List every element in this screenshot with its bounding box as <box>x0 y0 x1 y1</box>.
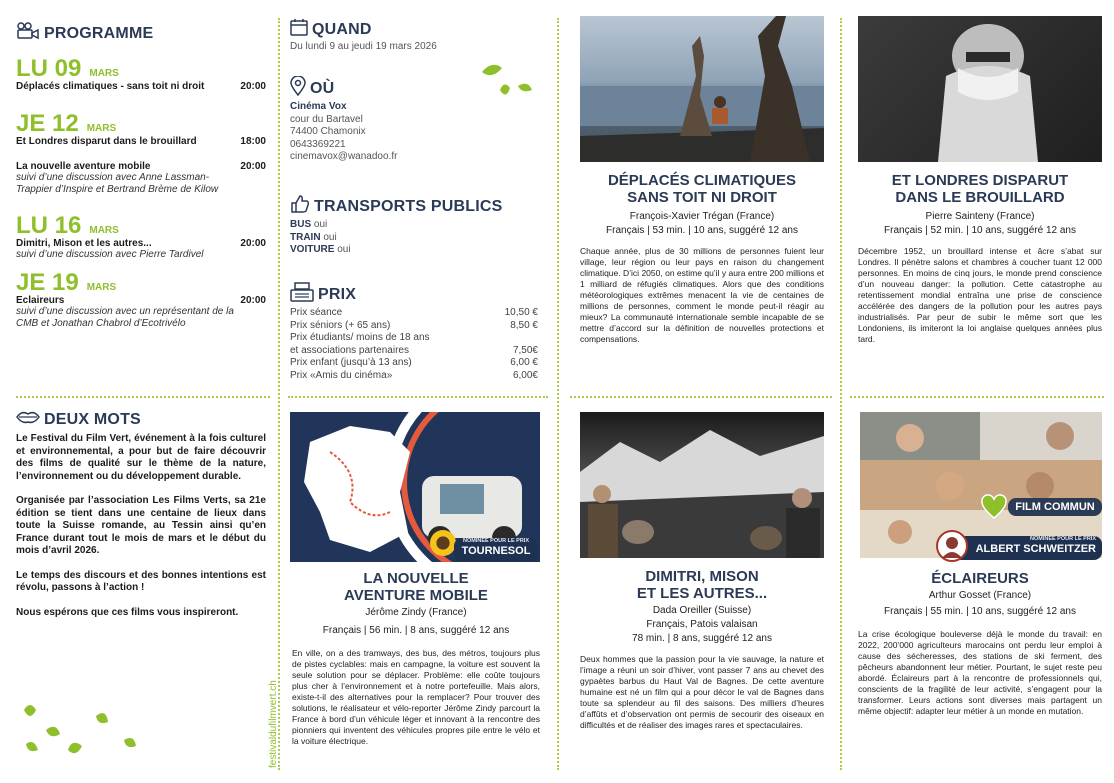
email-link[interactable]: cinemavox@wanadoo.fr <box>290 151 398 162</box>
prix-title: PRIX <box>318 285 357 303</box>
film-description: Deux hommes que la passion pour la vie sauvage, la nature et l’image a réuni un soir d’hiver, vont passer 7 ans au chevet des gypaètes barbus du Haut Val de Bagnes. De cette aventure humaine est né un film qui a pour décor le val de Bagnes dans toute sa splendeur au fil des saisons. Des milliers d’heures d’affûts et d’observation ont permis de secourir des oiseaux en difficultés et de réaliser des images rares et spectaculaires. <box>580 654 824 730</box>
transport-row <box>290 219 540 232</box>
phone-number: 0643369221 <box>290 138 346 150</box>
transports-section <box>290 194 540 257</box>
film-time: 20:00 <box>240 238 266 249</box>
leaves-decoration <box>16 700 146 775</box>
film-director: Pierre Sainteny (France) <box>925 211 1035 222</box>
deux-mots-section <box>16 410 266 619</box>
deux-mots-header <box>16 410 266 429</box>
film-title-line: ET LONDRES DISPARUT <box>891 172 1069 189</box>
film-note: suivi d’une discussion avec Anne Lassman-Trappier d’Inspire et Bertrand Brème de Kilow <box>16 172 219 195</box>
film-title-line: DANS LE BROUILLARD <box>895 189 1065 206</box>
transports-header <box>290 194 540 219</box>
price-row <box>290 357 538 370</box>
website-link[interactable]: festivaldufilmvert.ch <box>268 680 279 768</box>
transport-mode: BUS <box>290 219 312 230</box>
programme-title: PROGRAMME <box>44 24 154 42</box>
transport-mode: TRAIN <box>290 231 321 243</box>
divider-row-col4 <box>850 396 1104 398</box>
film-time: 20:00 <box>240 295 266 306</box>
ou-header <box>290 76 540 101</box>
month-label: MARS <box>89 225 119 236</box>
film-description: Chaque année, plus de 30 millions de personnes fuient leur village, leur région ou leur pays en raison du changement climatique. D’ici 2050, on estime qu’il y aura entre 200 millions et 1 milliard de réfugiés climatiques. Alors que des conditions météorologiques extrêmes menacent la vie de centaines de millions de personnes, comment le monde peut-il réagir au mieux? La communauté internationale semble incapable de se mettre d’accord sur la définition de nouvelles protections et compensations. <box>580 246 824 344</box>
film-photo-londres <box>858 16 1102 162</box>
film-title <box>572 568 832 602</box>
film-meta: Français | 52 min. | 10 ans, suggéré 12 ans <box>884 225 1076 236</box>
award-badge-tournesol <box>454 538 538 562</box>
film-meta: Français | 56 min. | 8 ans, suggéré 12 ans <box>322 625 510 636</box>
deux-mots-title: DEUX MOTS <box>44 410 141 428</box>
film-meta: Français, Patois valaisan <box>646 619 758 630</box>
quand-title: QUAND <box>312 20 372 38</box>
deux-mots-p2: Organisée par l’association Les Films Verts, sa 21e édition se tient dans une centaine de lieux dans toute la Suisse romande, au Tessin ainsi qu’en France durant tout le mois de mars et le début du mois d’avril 2026. <box>16 495 266 556</box>
badge-title: FILM COMMUN <box>1015 501 1095 513</box>
deux-mots-p3: Le temps des discours et des bonnes intentions est révolu, passons à l’action ! <box>16 569 266 593</box>
month-label: MARS <box>86 123 117 134</box>
film-description: En ville, on a des tramways, des bus, des métros, toujours plus de pistes cyclables: mais en campagne, la voiture est souvent la seule solution pour se déplacer. Problème: elle coûte toujours plus cher à l’environnement et à notre portefeuille. Mais alors, existe-t-il des alternatives pour la remplacer? Pour trouver des solutions, le réalisateur et vélo-reporter Jérôme Zindy parcourt la France à bord d’un véhicule léger et innovant à la rencontre des pionniers qui inventent des véhicules propres pile entre le vélo et la voiture électrique. <box>292 648 540 746</box>
sunflower-icon <box>430 530 456 556</box>
price-row <box>290 370 538 383</box>
film-title-line: LA NOUVELLE <box>363 570 469 587</box>
price-label: Prix séniors (+ 65 ans) <box>290 319 391 331</box>
divider-col2 <box>557 18 559 770</box>
divider-col3 <box>840 18 842 770</box>
price-label: Prix «Amis du cinéma» <box>290 369 393 381</box>
day-label: LU 09 <box>16 55 82 82</box>
film-title-line: ET LES AUTRES... <box>636 585 768 602</box>
deux-mots-p1: Le Festival du Film Vert, événement à la fois culturel et environnemental, a pour but de faire découvrir des films de qualité sur le thème de la nature, l’environnement ou du développement durable. <box>16 433 266 482</box>
price-row <box>290 307 538 320</box>
quand-section <box>290 18 540 54</box>
heart-icon <box>980 494 1008 525</box>
badge-caption: NOMINÉE POUR LE PRIX <box>462 538 529 544</box>
film-card-londres <box>852 172 1108 345</box>
film-director: Jérôme Zindy (France) <box>365 607 467 618</box>
programme-header <box>16 22 266 45</box>
calendar-icon <box>290 18 308 41</box>
month-label: MARS <box>86 282 117 293</box>
film-entry: Dimitri, Mison et les autres... <box>16 238 152 249</box>
divider-row-col2 <box>288 396 548 398</box>
film-description: Décembre 1952, un brouillard intense et âcre s’abat sur Londres. Il pénètre salons et chambres à coucher tuant 12 000 personnes. En moins de cinq jours, le monde prend conscience d’un nouveau danger: la pollution. Cette catastrophe au retentissement mondial entraîna une prise de conscience accélérée des dangers de la pollution pour les autres pays industrialisés. Par peur de subir le même sort que les Londoniens, ils imiteront la loi anglaise quelques années plus tard. <box>858 246 1102 344</box>
film-card-dimitri <box>572 568 832 731</box>
camera-icon <box>16 22 40 45</box>
film-entry: Eclaireurs <box>16 295 65 306</box>
film-entry: Et Londres disparut dans le brouillard <box>16 136 197 147</box>
prix-header <box>290 282 538 307</box>
transport-mode: VOITURE <box>290 244 335 255</box>
location-pin-icon <box>290 76 306 101</box>
film-meta-2: 78 min. | 8 ans, suggéré 12 ans <box>632 633 772 644</box>
price-value: 6,00€ <box>512 369 538 381</box>
film-card-eclaireurs <box>852 570 1108 717</box>
price-row <box>290 345 538 358</box>
film-title-line: SANS TOIT NI DROIT <box>627 189 777 206</box>
quand-header <box>290 18 540 41</box>
price-label: Prix enfant (jusqu’à 13 ans) <box>290 357 412 368</box>
divider-row-col1 <box>16 396 270 398</box>
price-value: 6,00 € <box>510 357 538 368</box>
programme-section <box>16 22 266 330</box>
film-director: François-Xavier Trégan (France) <box>629 211 775 222</box>
programme-day-1 <box>16 55 266 92</box>
badge-caption: NOMINÉE POUR LE PRIX <box>1029 536 1096 542</box>
programme-day-2 <box>16 110 266 196</box>
thumbs-up-icon <box>290 194 310 219</box>
film-director: Arthur Gosset (France) <box>928 590 1032 601</box>
price-row <box>290 332 538 345</box>
day-label: JE 19 <box>16 269 79 296</box>
month-label: MARS <box>89 68 119 79</box>
ou-section <box>290 76 540 164</box>
film-time: 20:00 <box>240 81 266 92</box>
programme-day-3 <box>16 212 266 261</box>
venue-name: Cinéma Vox <box>290 101 347 112</box>
address-line: cour du Bartavel <box>290 113 363 125</box>
film-description: La crise écologique bouleverse déjà le monde du travail: en 2022, 200’000 agriculteurs marocains ont perdu leur emploi à cause des sécheresses, des stations de ski ferment, des pêcheurs abandonnent leur métier. Pourtant, le sujet reste peu abordé. Éclaireurs part à la rencontre de professionnels qui, conscients de la fragilité de leur activité, s’engagent pour la transformer. Leurs actions sont diverses mais partagent un même objectif: adapter leur métier à un monde en mutation. <box>858 629 1102 716</box>
badge-title: ALBERT SCHWEITZER <box>975 543 1096 555</box>
day-label: JE 12 <box>16 110 79 137</box>
cash-register-icon <box>290 282 314 307</box>
film-entry: Déplacés climatiques - sans toit ni droit <box>16 81 205 92</box>
price-label: et associations partenaires <box>290 344 409 356</box>
film-note: suivi d’une discussion avec Pierre Tardivel <box>16 249 204 260</box>
film-director: Dada Oreiller (Suisse) <box>652 605 752 616</box>
film-meta: Français | 55 min. | 10 ans, suggéré 12 ans <box>884 606 1076 617</box>
divider-col1 <box>278 18 280 770</box>
transport-row <box>290 244 540 257</box>
divider-row-col3 <box>570 396 832 398</box>
film-card-aventure <box>288 570 544 747</box>
price-label: Prix séance <box>290 307 343 318</box>
film-title <box>572 172 832 206</box>
film-title-line: DIMITRI, MISON <box>645 568 759 585</box>
badge-title: TOURNESOL <box>461 545 531 557</box>
film-commun-badge <box>1008 498 1102 516</box>
day-label: LU 16 <box>16 212 82 239</box>
film-meta: Français | 53 min. | 10 ans, suggéré 12 ans <box>606 225 798 236</box>
film-photo-deplaces <box>580 16 824 162</box>
price-row <box>290 320 538 333</box>
film-title <box>852 172 1108 206</box>
film-time: 18:00 <box>240 136 266 147</box>
transports-title: TRANSPORTS PUBLICS <box>314 197 503 215</box>
transport-value: oui <box>323 231 337 243</box>
quand-text: Du lundi 9 au jeudi 19 mars 2026 <box>290 41 437 52</box>
transport-value: oui <box>313 219 328 230</box>
film-card-deplaces <box>572 172 832 345</box>
price-value: 7,50€ <box>512 344 538 356</box>
film-title-line: AVENTURE MOBILE <box>344 587 488 604</box>
deux-mots-p4: Nous espérons que ces films vous inspireront. <box>16 606 239 618</box>
lips-icon <box>16 410 40 429</box>
price-label: Prix étudiants/ moins de 18 ans <box>290 332 430 343</box>
address-line: 74400 Chamonix <box>290 126 366 137</box>
price-value: 8,50 € <box>510 319 538 331</box>
transport-row <box>290 232 540 245</box>
film-note: suivi d’une discussion avec un représentant de la CMB et Jonathan Chabrol d’Ecotrivélo <box>16 306 234 329</box>
transport-value: oui <box>337 244 351 255</box>
prix-section <box>290 282 538 382</box>
schweitzer-portrait-icon <box>936 530 968 562</box>
film-time: 20:00 <box>240 161 266 172</box>
film-entry: La nouvelle aventure mobile <box>16 161 151 172</box>
film-title: ÉCLAIREURS <box>931 570 1029 587</box>
price-value: 10,50 € <box>504 307 538 318</box>
programme-day-4 <box>16 269 266 330</box>
ou-title: OÙ <box>310 79 335 97</box>
film-title-line: DÉPLACÉS CLIMATIQUES <box>607 172 797 189</box>
film-photo-dimitri <box>580 412 824 558</box>
film-title <box>288 570 544 604</box>
